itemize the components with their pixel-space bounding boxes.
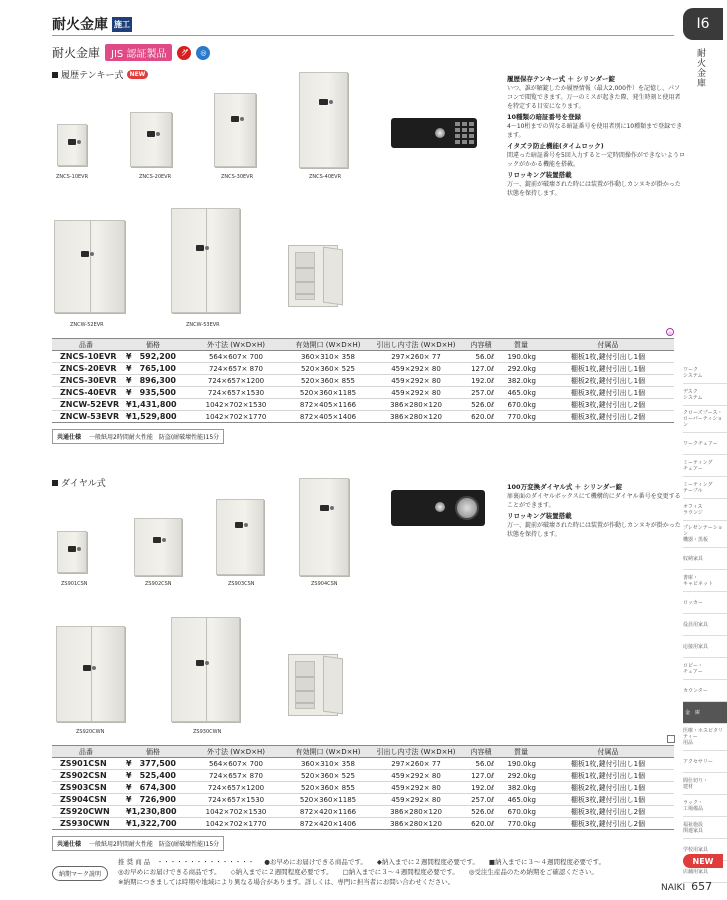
table-cell: 724×657×1200 xyxy=(186,782,286,794)
caption: ZNCW-53EVR xyxy=(186,322,220,328)
table-cell: 棚板1枚,鍵付引出し1個 xyxy=(542,758,674,770)
caption: ZNCS-40EVR xyxy=(309,174,342,180)
table-cell: 520×360×1185 xyxy=(286,794,370,806)
table-row xyxy=(52,351,674,363)
table-cell: ZS902CSN xyxy=(52,770,120,782)
table-cell: ¥1,431,800 xyxy=(120,399,186,411)
new-tab[interactable]: NEW xyxy=(683,854,723,868)
table-cell: 872×405×1406 xyxy=(286,411,370,423)
table-cell: ¥ 765,100 xyxy=(120,363,186,375)
table-cell: 1042×702×1770 xyxy=(186,411,286,423)
table-cell: 292.0kg xyxy=(500,770,542,782)
eco-mark-icon: ◎ xyxy=(196,46,210,60)
table-cell: ¥ 896,300 xyxy=(120,375,186,387)
table-cell: ¥ 525,400 xyxy=(120,770,186,782)
table-cell: 棚板1枚,鍵付引出し1個 xyxy=(542,363,674,375)
table-cell: 520×360× 855 xyxy=(286,782,370,794)
table-row xyxy=(52,375,674,387)
side-menu-item[interactable]: クローズブース・ ローパーティション xyxy=(683,406,727,433)
table-row xyxy=(52,399,674,411)
safe-image-zncs-20evr xyxy=(130,112,172,167)
table-row xyxy=(52,806,674,818)
side-menu-item[interactable]: 医療・ホスピタリティー 用品 xyxy=(683,724,727,751)
side-menu-item[interactable]: ラック・ 工場備品 xyxy=(683,795,727,817)
caption: ZNCS-20EVR xyxy=(139,174,172,180)
table-cell: 382.0kg xyxy=(500,782,542,794)
table-cell: 56.0ℓ xyxy=(462,351,500,363)
tenkey-features: 履歴保存テンキー式 ＋ シリンダー錠 いつ、誰が解錠したか履歴情報（最大2,000件）を記憶し、パソコンで閲覧できます。万一のミスが起きた際、発生時刻と使用者を特定する目安になります。 10種類の暗証番号を登録 4～10桁までの異なる暗証番号を使用者別に10種類まで登録できます。 イタズラ防止機能(タイムロック) 間違った暗証番号を5回入力すると一定時間操作ができないようロックがかかる機能を搭載。 リロッキング装置搭載 万一、錠前が破壊された時には装置が作動しカンヌキが掛かった状態を保持します。 xyxy=(507,75,685,197)
table-cell: ZS901CSN xyxy=(52,758,120,770)
side-menu-item[interactable]: ロッカー xyxy=(683,592,727,614)
table-cell: 棚板1枚,鍵付引出し1個 xyxy=(542,770,674,782)
table-cell: 465.0kg xyxy=(500,794,542,806)
table-cell: 770.0kg xyxy=(500,411,542,423)
brand-name: NAIKI xyxy=(661,883,686,893)
table-cell: 459×292× 80 xyxy=(370,782,462,794)
table-row xyxy=(52,770,674,782)
table-cell: 190.0kg xyxy=(500,351,542,363)
table-cell: 724×657×1530 xyxy=(186,794,286,806)
table-cell: 465.0kg xyxy=(500,387,542,399)
side-menu-item[interactable]: 店舗用家具 xyxy=(683,861,727,883)
table-cell: 459×292× 80 xyxy=(370,375,462,387)
caption: ZNCW-52EVR xyxy=(70,322,104,328)
table-cell: 297×260× 77 xyxy=(370,758,462,770)
table-cell: 724×657×1530 xyxy=(186,387,286,399)
side-menu-item[interactable]: ミーティング チェアー xyxy=(683,455,727,477)
table-cell: 127.0ℓ xyxy=(462,363,500,375)
table-cell: 459×292× 80 xyxy=(370,387,462,399)
table-cell: 724×657×1200 xyxy=(186,375,286,387)
caption: ZS930CWN xyxy=(193,729,222,735)
construction-badge: 施工 xyxy=(112,17,132,32)
table-cell: 620.0ℓ xyxy=(462,818,500,830)
table-cell: 620.0ℓ xyxy=(462,411,500,423)
table-cell: 192.0ℓ xyxy=(462,375,500,387)
table-cell: 127.0ℓ xyxy=(462,770,500,782)
section-label-dial: ダイヤル式 xyxy=(52,476,106,489)
side-menu-item[interactable]: ロビー・ チェアー xyxy=(683,658,727,680)
table-row xyxy=(52,782,674,794)
table-cell: ¥ 377,500 xyxy=(120,758,186,770)
side-menu-item[interactable]: 役員用家具 xyxy=(683,614,727,636)
table-cell: 292.0kg xyxy=(500,363,542,375)
table-row xyxy=(52,794,674,806)
common-spec-tenkey: 共通仕様 一般紙用2時間耐火性能 防盗(耐破壊性能)15分 xyxy=(52,429,224,444)
safe-image-zncs-30evr xyxy=(214,93,256,167)
table-cell: 棚板3枚,鍵付引出し2個 xyxy=(542,411,674,423)
table-cell: 1042×702×1770 xyxy=(186,818,286,830)
dial-lock-image xyxy=(385,478,505,548)
side-index-menu xyxy=(683,362,727,883)
table-cell: 1042×702×1530 xyxy=(186,806,286,818)
square-bullet-icon xyxy=(52,480,58,486)
table-cell: 526.0ℓ xyxy=(462,399,500,411)
side-menu-item[interactable]: 金 庫 xyxy=(683,702,727,724)
table-cell: 360×310× 358 xyxy=(286,351,370,363)
sub-header xyxy=(52,44,210,61)
table-cell: ZNCS-40EVR xyxy=(52,387,120,399)
table-cell: ¥ 935,500 xyxy=(120,387,186,399)
table-cell: 520×360×1185 xyxy=(286,387,370,399)
table-cell: 670.0kg xyxy=(500,806,542,818)
table-cell: 棚板3枚,鍵付引出し1個 xyxy=(542,794,674,806)
table-cell: 386×280×120 xyxy=(370,818,462,830)
table-cell: ZS903CSN xyxy=(52,782,120,794)
table-cell: 520×360× 525 xyxy=(286,363,370,375)
table-cell: 386×280×120 xyxy=(370,399,462,411)
table-cell: ZNCS-30EVR xyxy=(52,375,120,387)
table-cell: 257.0ℓ xyxy=(462,794,500,806)
table-cell: 872×420×1406 xyxy=(286,818,370,830)
header-rule xyxy=(52,35,674,36)
square-bullet-icon xyxy=(52,72,58,78)
caption: ZS920CWN xyxy=(76,729,105,735)
new-badge: NEW xyxy=(127,70,149,79)
safe-interior-image xyxy=(288,654,338,716)
side-menu-item[interactable]: 福祉施設 関連家具 xyxy=(683,817,727,839)
jis-badge: JIS 認証製品 xyxy=(105,44,172,61)
table-cell: ZS930CWN xyxy=(52,818,120,830)
table-cell: 459×292× 80 xyxy=(370,770,462,782)
table-cell: ¥ 592,200 xyxy=(120,351,186,363)
table-cell: 520×360× 525 xyxy=(286,770,370,782)
table-cell: 670.0kg xyxy=(500,399,542,411)
table-cell: 棚板3枚,鍵付引出し2個 xyxy=(542,818,674,830)
table-cell: ¥ 726,900 xyxy=(120,794,186,806)
table-row xyxy=(52,387,674,399)
table-cell: 257.0ℓ xyxy=(462,387,500,399)
table-cell: ZNCW-52EVR xyxy=(52,399,120,411)
table-cell: 564×607× 700 xyxy=(186,351,286,363)
table-cell: ¥1,529,800 xyxy=(120,411,186,423)
safe-image-zs903csn xyxy=(216,499,264,575)
side-menu-item[interactable]: アクセサリー xyxy=(683,751,727,773)
table-row xyxy=(52,411,674,423)
table-cell: 棚板3枚,鍵付引出し2個 xyxy=(542,806,674,818)
delivery-mark-button[interactable]: 納期マーク説明 xyxy=(52,866,108,881)
spec-table-tenkey: 品番 価格 外寸法 (W×D×H) 有効開口 (W×D×H) 引出し内寸法 (W×D×H) 内容積 質量 付属品 ZNCS-10EVR ¥ 592,200 564×607× 700 360×310× 358 297×260× 77 56.0ℓ 190.0kg 棚板1枚,鍵付引出し1個 ZNCS-20EVR ¥ 765,100 724×657× 870 520×360× 525 459×292× 80 127.0ℓ 292.0kg 棚板1枚,鍵付引出し1個 ZNCS-30EVR ¥ 896,300 724×657×1200 520×360× 855 459×292× 80 192.0ℓ 382.0kg 棚板2枚,鍵付引出し1個 ZNCS-40EVR ¥ 935,500 724×657×1530 520×360×1185 459×292× 80 257.0ℓ 465.0kg 棚板3枚,鍵付引出し1個 ZNCW-52EVR ¥1,431,800 1042×702×1530 872×405×1166 386×280×120 526.0ℓ 670.0kg 棚板3枚,鍵付引出し2個 ZNCW-53EVR ¥1,529,800 1042×702×1770 872×405×1406 386×280×120 620.0ℓ 770.0kg 棚板3枚,鍵付引出し2個 xyxy=(52,338,674,423)
table-cell: 297×260× 77 xyxy=(370,351,462,363)
safe-image-zs920cwn xyxy=(56,626,125,722)
table-cell: 1042×702×1530 xyxy=(186,399,286,411)
caption: ZNCS-10EVR xyxy=(56,174,89,180)
table-cell: 382.0kg xyxy=(500,375,542,387)
table-cell: 56.0ℓ xyxy=(462,758,500,770)
table-cell: 770.0kg xyxy=(500,818,542,830)
table-cell: 棚板2枚,鍵付引出し1個 xyxy=(542,782,674,794)
table-cell: 459×292× 80 xyxy=(370,794,462,806)
sub-title: 耐火金庫 xyxy=(52,46,101,60)
chapter-title: 耐火金庫 xyxy=(695,48,705,88)
table-cell: 386×280×120 xyxy=(370,411,462,423)
delivery-legend: 推 奨 商 品 ・・・・・・・・・・・・・・・ ●お早めにお届けできる商品です。 ◆納入までに２週間程度必要です。 ■納入までに３～４週間程度必要です。 ◎お早めにお届けできる商品です。 ◇納入までに２週間程度必要です。 □納入までに３～４週間程度必要です。 ◎受注生産品のため納期をご確認ください。 ※納期につきましては時期や地域により異なる場合があります。詳しくは、専門に担当者にお問い合わせください。 xyxy=(118,858,605,886)
side-menu-item[interactable]: 学校用家具 xyxy=(683,839,727,861)
table-cell: 棚板1枚,鍵付引出し1個 xyxy=(542,351,674,363)
page-title: 耐火金庫 xyxy=(52,17,108,33)
checkbox-mark xyxy=(667,735,675,743)
chapter-tab[interactable]: I6 xyxy=(683,8,723,40)
table-cell: ¥ 674,300 xyxy=(120,782,186,794)
safe-image-zncw-52evr xyxy=(54,220,125,313)
safe-image-zncs-10evr xyxy=(57,124,87,166)
page-number: 657 xyxy=(691,880,713,893)
table-cell: ZNCS-10EVR xyxy=(52,351,120,363)
table-cell: 520×360× 855 xyxy=(286,375,370,387)
side-menu-item[interactable]: オフィス ラウンジ xyxy=(683,499,727,521)
table-row xyxy=(52,758,674,770)
table-cell: 棚板2枚,鍵付引出し1個 xyxy=(542,375,674,387)
caption: ZS904CSN xyxy=(311,581,338,587)
common-spec-dial: 共通仕様 一般紙用2時間耐火性能 防盗(耐破壊性能)15分 xyxy=(52,836,224,851)
safe-interior-image xyxy=(288,245,338,307)
safe-image-zncw-53evr xyxy=(171,208,240,313)
table-row xyxy=(52,818,674,830)
side-menu-item[interactable]: 書庫・ キャビネット xyxy=(683,570,727,592)
table-cell: 386×280×120 xyxy=(370,806,462,818)
safe-image-zs930cwn xyxy=(171,617,240,722)
table-cell: ZNCW-53EVR xyxy=(52,411,120,423)
side-menu-item[interactable]: ワークチェアー xyxy=(683,433,727,455)
side-menu-item[interactable]: 間仕切り・ 建材 xyxy=(683,773,727,795)
table-cell: 190.0kg xyxy=(500,758,542,770)
side-menu-item[interactable]: ワーク システム xyxy=(683,362,727,384)
table-cell: 872×420×1166 xyxy=(286,806,370,818)
table-cell: 459×292× 80 xyxy=(370,363,462,375)
table-cell: 526.0ℓ xyxy=(462,806,500,818)
side-menu-item[interactable]: 応接用家具 xyxy=(683,636,727,658)
caption: ZS901CSN xyxy=(61,581,88,587)
safe-image-zs901csn xyxy=(57,531,87,573)
footer-brand xyxy=(661,880,712,893)
caption: ZS902CSN xyxy=(145,581,172,587)
tenkey-lock-image xyxy=(385,70,505,210)
side-menu-item[interactable]: プレゼンテーション 機器・黒板 xyxy=(683,521,727,548)
table-row xyxy=(52,363,674,375)
table-cell: ¥1,230,800 xyxy=(120,806,186,818)
table-cell: 360×310× 358 xyxy=(286,758,370,770)
table-cell: ZS920CWN xyxy=(52,806,120,818)
side-menu-item[interactable]: カウンター xyxy=(683,680,727,702)
spec-table-dial: 品番 価格 外寸法 (W×D×H) 有効開口 (W×D×H) 引出し内寸法 (W×D×H) 内容積 質量 付属品 ZS901CSN ¥ 377,500 564×607× 700 360×310× 358 297×260× 77 56.0ℓ 190.0kg 棚板1枚,鍵付引出し1個 ZS902CSN ¥ 525,400 724×657× 870 520×360× 525 459×292× 80 127.0ℓ 292.0kg 棚板1枚,鍵付引出し1個 ZS903CSN ¥ 674,300 724×657×1200 520×360× 855 459×292× 80 192.0ℓ 382.0kg 棚板2枚,鍵付引出し1個 ZS904CSN ¥ 726,900 724×657×1530 520×360×1185 459×292× 80 257.0ℓ 465.0kg 棚板3枚,鍵付引出し1個 ZS920CWN ¥1,230,800 1042×702×1530 872×420×1166 386×280×120 526.0ℓ 670.0kg 棚板3枚,鍵付引出し2個 ZS930CWN ¥1,322,700 1042×702×1770 872×420×1406 386×280×120 620.0ℓ 770.0kg 棚板3枚,鍵付引出し2個 xyxy=(52,745,674,830)
side-menu-item[interactable]: デスク システム xyxy=(683,384,727,406)
safe-image-zs902csn xyxy=(134,518,182,576)
side-menu-item[interactable]: ミーティング テーブル xyxy=(683,477,727,499)
made-to-order-mark-icon: ◎ xyxy=(666,328,674,336)
table-cell: 872×405×1166 xyxy=(286,399,370,411)
table-cell: ZNCS-20EVR xyxy=(52,363,120,375)
caption: ZNCS-30EVR xyxy=(221,174,254,180)
page-header xyxy=(52,14,132,34)
dial-features: 100万変換ダイヤル式 ＋ シリンダー錠 扉裏面のダイヤルボックスにて機構的にダイヤル番号を変更することができます。 リロッキング装置搭載 万一、錠前が破壊された時には装置が作動しカンヌキが掛かった状態を保持します。 xyxy=(507,483,681,538)
table-cell: 192.0ℓ xyxy=(462,782,500,794)
table-cell: 564×607× 700 xyxy=(186,758,286,770)
side-menu-item[interactable]: 収納家具 xyxy=(683,548,727,570)
caption: ZS903CSN xyxy=(228,581,255,587)
safe-image-zs904csn xyxy=(299,478,349,576)
table-cell: ZS904CSN xyxy=(52,794,120,806)
table-cell: ¥1,322,700 xyxy=(120,818,186,830)
section-label-tenkey: 履歴テンキー式 NEW xyxy=(52,68,148,81)
table-cell: 棚板3枚,鍵付引出し1個 xyxy=(542,387,674,399)
safe-image-zncs-40evr xyxy=(299,72,348,168)
table-cell: 724×657× 870 xyxy=(186,770,286,782)
table-cell: 棚板3枚,鍵付引出し2個 xyxy=(542,399,674,411)
table-cell: 724×657× 870 xyxy=(186,363,286,375)
green-purchase-icon: グ xyxy=(177,46,191,60)
